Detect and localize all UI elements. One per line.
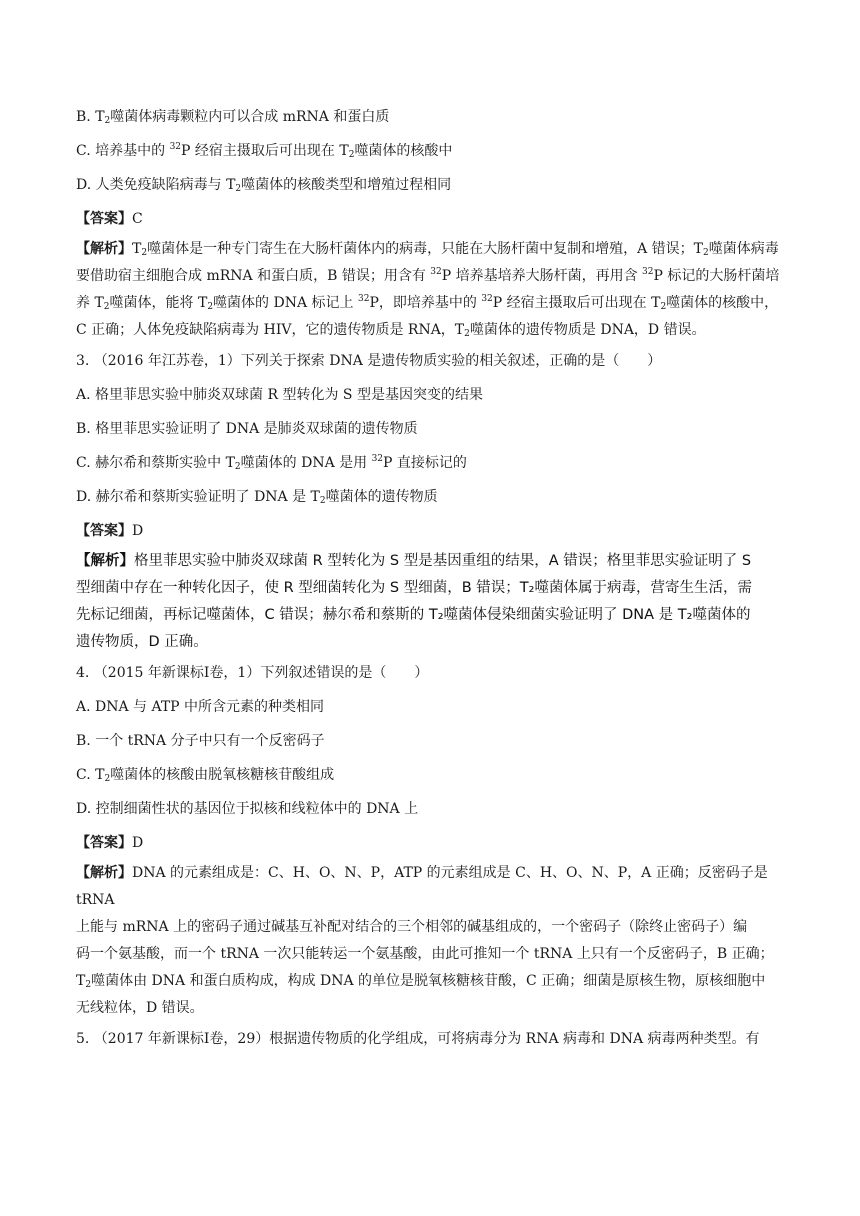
- superscript: 32: [430, 267, 442, 277]
- q3-option-c-text-3: P 直接标记的: [383, 455, 467, 471]
- q3-option-c-text-2: 噬菌体的 DNA 是用: [240, 455, 372, 471]
- q3-answer: [76, 514, 784, 548]
- q4-explanation-line-5: 无线粒体，D 错误。: [76, 1000, 204, 1016]
- q2-option-c-text-3: 噬菌体的核酸中: [354, 143, 453, 159]
- q2-option-b: [76, 100, 784, 134]
- q4-explanation-line-3: 码一个氨基酸，而一个 tRNA 一次只能转运一个氨基酸，由此可推知一个 tRNA 上只有一个反密码子，B 正确；: [76, 946, 774, 962]
- explanation-text: 噬菌体的 DNA 标记上: [213, 295, 358, 311]
- q2-option-c: [76, 134, 784, 168]
- q4-option-d: [76, 792, 784, 826]
- q3-option-d-text: D. 赫尔希和蔡斯实验证明了 DNA 是 T: [76, 489, 320, 505]
- q4-answer: [76, 826, 784, 860]
- superscript: 32: [358, 294, 370, 304]
- q3-stem: [76, 344, 784, 378]
- explanation-label: 【解析】: [76, 553, 134, 569]
- explanation-label: 【解析】: [76, 241, 132, 257]
- subscript: 2: [702, 248, 709, 258]
- explanation-text: DNA 的元素组成是：C、H、O、N、P，ATP 的元素组成是 C、H、O、N、P，A 正确；反密码子是 tRNA: [76, 865, 768, 908]
- q3-explanation-line-3: 先标记细菌，再标记噬菌体，C 错误；赫尔希和蔡斯的 T₂噬菌体侵染细菌实验证明了 DNA 是 T₂噬菌体的: [76, 607, 751, 623]
- explanation-text: 噬菌体病毒要借助宿主细胞合成 mRNA 和蛋白质，B 错误；用含有: [76, 241, 779, 284]
- subscript: 2: [104, 774, 111, 784]
- q4-explanation-line-2: 上能与 mRNA 上的密码子通过碱基互补配对结合的三个相邻的碱基组成的，一个密码子（除终止密码子）编: [76, 919, 748, 935]
- q2-option-d-text-2: 噬菌体的核酸类型和增殖过程相同: [241, 177, 452, 193]
- subscript: 2: [660, 302, 667, 312]
- explanation-text: 噬菌体的遗传物质是 DNA，D 错误。: [469, 322, 706, 338]
- q3-stem-text: 3. （2016 年江苏卷，1）下列关于探索 DNA 是遗传物质实验的相关叙述，正确的是（ ）: [76, 353, 662, 369]
- explanation-text: P 经宿主摄取后可出现在 T: [492, 295, 661, 311]
- q4-option-b: [76, 724, 784, 758]
- q4-option-d-text: D. 控制细菌性状的基因位于拟核和线粒体中的 DNA 上: [76, 801, 419, 817]
- q4-explanation-line-1: [76, 860, 784, 914]
- q2-answer: [76, 202, 784, 236]
- superscript: 32: [169, 142, 182, 152]
- q4-stem-text: 4. （2015 年新课标Ⅰ卷，1）下列叙述错误的是（ ）: [76, 665, 429, 681]
- q3-explanation-line-1: [76, 548, 784, 575]
- q3-option-b: [76, 412, 784, 446]
- answer-value: C: [132, 211, 143, 227]
- q3-option-a-text: A. 格里菲思实验中肺炎双球菌 R 型转化为 S 型是基因突变的结果: [76, 387, 483, 403]
- q3-option-d-text-2: 噬菌体的遗传物质: [325, 489, 438, 505]
- explanation-text: P，即培养基中的: [369, 295, 482, 311]
- q4-explanation-line-4: [76, 968, 784, 995]
- q2-option-b-text: B. T: [76, 109, 105, 125]
- answer-label: 【答案】: [76, 523, 132, 539]
- q4-option-a: [76, 690, 784, 724]
- explanation-text: 噬菌体是一种专门寄生在大肠杆菌体内的病毒，只能在大肠杆菌中复制和增殖，A 错误；T: [147, 241, 703, 257]
- q3-option-b-text: B. 格里菲思实验证明了 DNA 是肺炎双球菌的遗传物质: [76, 421, 418, 437]
- q4-option-b-text: B. 一个 tRNA 分子中只有一个反密码子: [76, 733, 325, 749]
- answer-label: 【答案】: [76, 211, 132, 227]
- superscript: 32: [481, 294, 493, 304]
- subscript: 2: [104, 116, 111, 126]
- q4-explanation: [76, 860, 784, 1022]
- explanation-text: P 培养基培养大肠杆菌，再用含: [441, 268, 643, 284]
- subscript: 2: [207, 302, 214, 312]
- q4-stem: [76, 656, 784, 690]
- subscript: 2: [319, 496, 326, 506]
- q2-option-c-text-2: P 经宿主摄取后可出现在 T: [181, 143, 349, 159]
- q4-option-c-text: C. T: [76, 767, 105, 783]
- answer-value: D: [132, 835, 144, 851]
- superscript: 32: [371, 454, 384, 464]
- q2-explanation: [76, 236, 784, 344]
- q3-explanation-line-4: 遗传物质，D 正确。: [76, 634, 208, 650]
- explanation-text: P 标记的大肠杆菌培养 T: [76, 268, 780, 311]
- q3-option-d: [76, 480, 784, 514]
- explanation-text: 噬菌体的核酸中，C 正确；人体免疫缺陷病毒为 HIV，它的遗传物质是 RNA，T: [76, 295, 779, 338]
- explanation-text: T: [132, 241, 142, 257]
- q3-option-a: [76, 378, 784, 412]
- subscript: 2: [85, 980, 92, 990]
- q3-explanation: [76, 548, 784, 656]
- q2-option-d: [76, 168, 784, 202]
- explanation-text: 格里菲思实验中肺炎双球菌 R 型转化为 S 型是基因重组的结果，A 错误；格里菲思实验证明了 S: [134, 553, 752, 569]
- subscript: 2: [235, 184, 242, 194]
- q2-option-c-text: C. 培养基中的: [76, 143, 170, 159]
- q3-explanation-line-2: 型细菌中存在一种转化因子，使 R 型细菌转化为 S 型细菌，B 错误；T₂噬菌体属于病毒，营寄生生活，需: [76, 580, 752, 596]
- superscript: 32: [642, 267, 654, 277]
- q3-option-c: [76, 446, 784, 480]
- q4-option-a-text: A. DNA 与 ATP 中所含元素的种类相同: [76, 699, 325, 715]
- explanation-label: 【解析】: [76, 865, 132, 881]
- subscript: 2: [464, 329, 470, 339]
- q2-option-d-text: D. 人类免疫缺陷病毒与 T: [76, 177, 236, 193]
- subscript: 2: [103, 302, 110, 312]
- q3-option-c-text: C. 赫尔希和蔡斯实验中 T: [76, 455, 235, 471]
- answer-label: 【答案】: [76, 835, 132, 851]
- explanation-text-2: 噬菌体由 DNA 和蛋白质构成，构成 DNA 的单位是脱氧核糖核苷酸，C 正确；细菌是原核生物，原核细胞中: [91, 973, 766, 989]
- subscript: 2: [348, 150, 355, 160]
- answer-value: D: [132, 523, 144, 539]
- subscript: 2: [234, 462, 241, 472]
- explanation-text: 噬菌体，能将 T: [109, 295, 208, 311]
- q5-stem: [76, 1022, 784, 1056]
- subscript: 2: [141, 248, 148, 258]
- q4-option-c-text-2: 噬菌体的核酸由脱氧核糖核苷酸组成: [110, 767, 335, 783]
- q4-option-c: [76, 758, 784, 792]
- q5-stem-text: 5. （2017 年新课标Ⅰ卷，29）根据遗传物质的化学组成，可将病毒分为 RNA 病毒和 DNA 病毒两种类型。有: [76, 1031, 760, 1047]
- explanation-text: T: [76, 973, 86, 989]
- document-page: [76, 100, 784, 1056]
- q2-option-b-text-2: 噬菌体病毒颗粒内可以合成 mRNA 和蛋白质: [110, 109, 390, 125]
